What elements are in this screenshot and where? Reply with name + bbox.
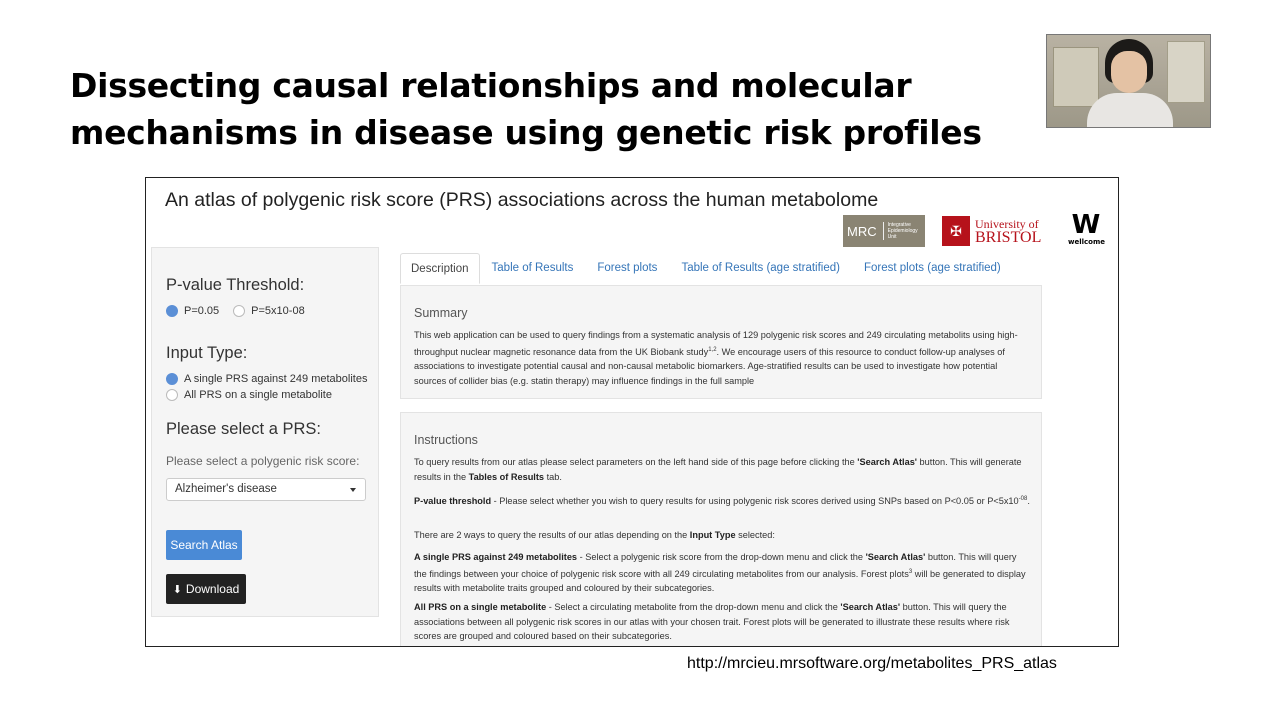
pvalue-option-label[interactable]: P=5x10-08 [251, 305, 305, 317]
prs-select-value: Alzheimer's disease [175, 483, 277, 495]
slide-url[interactable]: http://mrcieu.mrsoftware.org/metabolites_PRS_atlas [687, 655, 1057, 672]
instructions-paragraph: A single PRS against 249 metabolites - Select a polygenic risk score from the drop-down menu and click the 'Search Atlas' button. This will query the findings between your choice of polygenic risk score with all 249 circulating metabolites from our analysis. Forest plots$^3$ will be generated to display results with metabolite traits grouped and coloured by their subcategories. [414, 552, 1026, 594]
tab-table-of-results[interactable]: Table of Results [491, 262, 574, 274]
select-prs-heading: Please select a PRS: [166, 420, 321, 438]
summary-text: This web application can be used to query findings from a systematic analysis of 129 polygenic risk scores and 249 circulating metabolits using high-throughput nuclear magnetic resonance data from the UK Biobank study$^{1,2}$. We encourage users of this resource to conduct follow-up analyses of associations to investigate potential causal and non-causal metabolic biomarkers. Age-stratified results can be used to investigate how potential sources of collider bias (e.g. statin therapy) may influence findings in the full sample [414, 330, 1018, 386]
bristol-logo-top: University of [975, 217, 1039, 231]
instructions-paragraph: There are 2 ways to query the results of our atlas depending on the Input Type selected: [414, 530, 775, 540]
pvalue-radio-5e08[interactable] [233, 305, 245, 317]
bristol-logo [942, 216, 1041, 246]
mrc-logo [843, 215, 925, 247]
wellcome-logo-mark: W [1071, 210, 1101, 240]
summary-heading: Summary [414, 306, 468, 320]
instructions-heading: Instructions [414, 433, 478, 447]
prs-select[interactable] [166, 478, 366, 501]
input-type-option-all[interactable] [166, 389, 332, 401]
input-type-radio-all[interactable] [166, 389, 178, 401]
slide-title: Dissecting causal relationships and molecular mechanisms in disease using genetic risk profiles [70, 66, 982, 152]
download-button[interactable] [166, 574, 246, 604]
select-prs-label: Please select a polygenic risk score: [166, 454, 360, 468]
app-title: An atlas of polygenic risk score (PRS) associations across the human metabolome [165, 189, 879, 211]
tab-table-of-results-age[interactable]: Table of Results (age stratified) [681, 262, 840, 274]
webcam-person-body [1087, 93, 1173, 128]
pvalue-heading: P-value Threshold: [166, 276, 305, 294]
pvalue-radio-005[interactable] [166, 305, 178, 317]
sidebar-panel [151, 247, 379, 617]
bristol-logo-name: BRISTOL [975, 229, 1042, 246]
bristol-crest-icon: ✠ [942, 216, 970, 246]
pvalue-radio-group [166, 305, 305, 317]
webcam-shelf-right [1167, 41, 1205, 103]
download-button-label: Download [185, 582, 240, 596]
app-screenshot-frame [145, 177, 1119, 647]
input-type-label[interactable]: All PRS on a single metabolite [184, 389, 332, 401]
mrc-logo-word: MRC [847, 223, 877, 239]
instructions-paragraph: To query results from our atlas please select parameters on the left hand side of this page before clicking the 'Search Atlas' button. This will generate results in the Tables of Results tab. [414, 457, 1022, 482]
input-type-heading: Input Type: [166, 344, 248, 362]
input-type-option-single[interactable] [166, 373, 367, 385]
instructions-paragraph: All PRS on a single metabolite - Select a circulating metabolite from the drop-down menu and click the 'Search Atlas' button. This will query the associations between all polygenic risk scores in our atlas with your chosen trait. Forest plots will be generated to illustrate these results where risk scores are grouped and coloured based on their subcategories. [414, 602, 1010, 641]
tab-description[interactable]: Description [400, 253, 480, 284]
webcam-shelf [1053, 47, 1099, 107]
webcam-person-face [1111, 51, 1147, 93]
download-icon: ⬇ [172, 583, 182, 596]
pvalue-option-label[interactable]: P=0.05 [184, 305, 220, 317]
wellcome-logo [1068, 212, 1104, 246]
chevron-down-icon [350, 488, 356, 492]
search-atlas-button[interactable]: Search Atlas [166, 530, 242, 560]
input-type-radio-single[interactable] [166, 373, 178, 385]
tab-forest-plots[interactable]: Forest plots [597, 262, 658, 274]
tab-forest-plots-age[interactable]: Forest plots (age stratified) [863, 262, 1001, 274]
instructions-panel [400, 412, 1042, 647]
mrc-logo-subtitle: Integrative Epidemiology Unit [883, 222, 922, 240]
webcam-video [1046, 34, 1211, 128]
wellcome-logo-word: wellcome [1068, 238, 1106, 246]
input-type-label[interactable]: A single PRS against 249 metabolites [184, 373, 368, 385]
summary-panel [400, 285, 1042, 399]
instructions-paragraph: P-value threshold - Please select whether you wish to query results for using polygenic risk scores derived using SNPs based on P<0.05 or $P<5x10^{-08}$. [414, 496, 1030, 507]
tab-bar [400, 253, 1013, 284]
